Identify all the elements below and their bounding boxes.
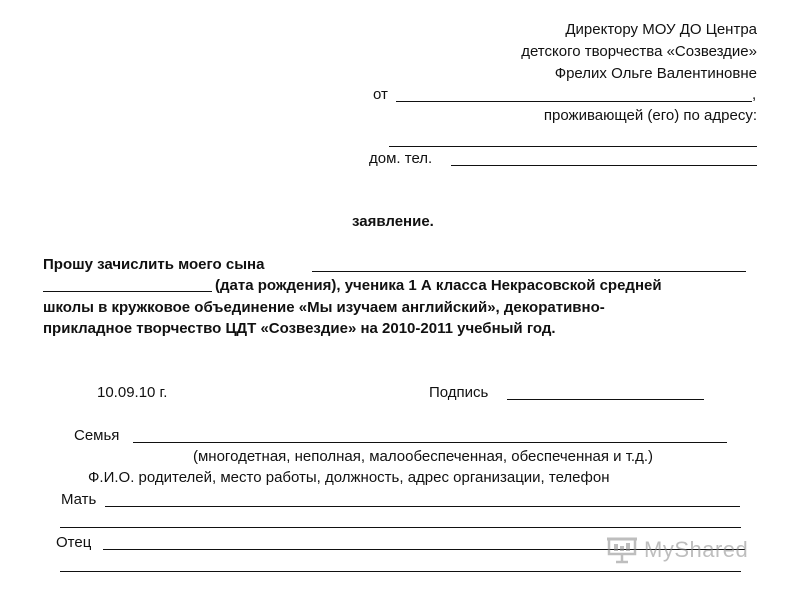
body-line-4: прикладное творчество ЦДТ «Созвездие» на 2010-2011 учебный год. <box>43 320 556 337</box>
mother-blank-line <box>105 506 740 507</box>
signature-label: Подпись <box>429 384 489 401</box>
father-second-blank-line <box>60 571 741 572</box>
recipient-line-2: детского творчества «Созвездие» <box>521 43 757 60</box>
recipient-name: Фрелих Ольге Валентиновне <box>554 65 757 82</box>
birthdate-blank-line <box>43 291 212 292</box>
watermark <box>606 534 766 566</box>
recipient-line-1: Директору МОУ ДО Центра <box>565 21 757 38</box>
body-line-1: Прошу зачислить моего сына <box>43 256 265 273</box>
address-blank-line <box>389 146 757 147</box>
signature-blank-line <box>507 399 704 400</box>
parents-info-label: Ф.И.О. родителей, место работы, должность, адрес организации, телефон <box>88 469 610 486</box>
family-hint: (многодетная, неполная, малообеспеченная, обеспеченная и т.д.) <box>193 448 654 465</box>
application-date: 10.09.10 г. <box>97 384 168 401</box>
phone-blank-line <box>451 165 757 166</box>
presentation-board-icon <box>606 536 638 564</box>
from-blank-line <box>396 101 752 102</box>
from-label: от <box>373 86 388 103</box>
body-line-3: школы в кружковое объединение «Мы изучаем английский», декоративно- <box>43 299 605 316</box>
mother-label: Мать <box>61 491 97 508</box>
watermark-text: MyShared <box>644 537 749 562</box>
mother-second-blank-line <box>60 527 741 528</box>
body-line-2: (дата рождения), ученика 1 А класса Некрасовской средней <box>215 277 662 294</box>
family-blank-line <box>133 442 727 443</box>
address-label: проживающей (его) по адресу: <box>543 107 757 124</box>
phone-label: дом. тел. <box>369 150 433 167</box>
from-comma: , <box>752 86 757 103</box>
son-name-blank-line <box>312 271 746 272</box>
document-title: заявление. <box>352 213 434 230</box>
father-label: Отец <box>56 534 92 551</box>
family-label: Семья <box>74 427 120 444</box>
